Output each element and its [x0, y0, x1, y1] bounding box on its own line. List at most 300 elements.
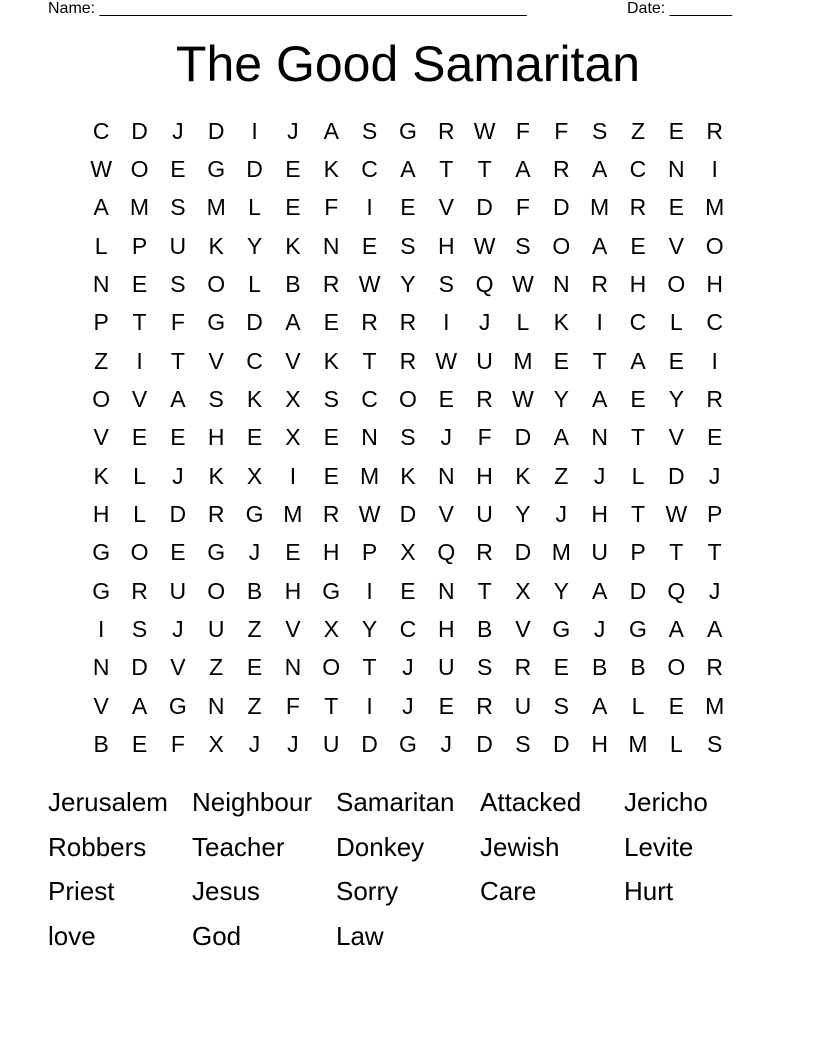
word-list-item: Jesus [192, 876, 260, 907]
grid-letter: V [93, 424, 109, 451]
grid-letter: U [207, 616, 225, 643]
grid-letter: D [629, 577, 647, 604]
grid-letter: A [591, 232, 608, 259]
grid-letter: X [515, 577, 531, 604]
grid-row [82, 572, 734, 610]
letter-grid [82, 112, 734, 764]
grid-letter: F [170, 731, 185, 758]
grid-letter: X [208, 731, 224, 758]
grid-letter: X [285, 424, 301, 451]
grid-letter: G [207, 539, 226, 566]
grid-letter: E [438, 386, 454, 413]
grid-letter: O [207, 577, 226, 604]
grid-letter: O [667, 271, 686, 298]
grid-letter: T [324, 692, 339, 719]
grid-letter: U [169, 577, 187, 604]
word-list-item: Levite [624, 831, 694, 862]
grid-letter: B [591, 654, 608, 681]
grid-letter: E [668, 194, 684, 221]
grid-letter: E [668, 347, 684, 374]
grid-letter: O [92, 386, 111, 413]
grid-letter: M [705, 194, 725, 221]
word-list-item: Attacked [480, 787, 582, 817]
grid-letter: A [553, 424, 569, 451]
grid-letter: W [435, 347, 458, 374]
word-list-item: Law [336, 921, 384, 952]
grid-letter: S [400, 232, 416, 259]
grid-letter: Q [437, 539, 456, 566]
grid-letter: L [94, 232, 108, 259]
word-list-item: Neighbour [192, 787, 312, 817]
grid-letter: I [711, 156, 718, 183]
grid-letter: M [551, 539, 571, 566]
grid-letter: N [591, 424, 608, 451]
grid-letter: D [668, 462, 685, 489]
grid-letter: N [322, 232, 340, 259]
grid-letter: I [443, 309, 450, 336]
date-field-label: Date: _______ [627, 0, 732, 17]
grid-letter: B [285, 271, 301, 298]
grid-letter: C [629, 156, 647, 183]
grid-letter: W [473, 232, 496, 259]
grid-letter: X [323, 616, 339, 643]
grid-row [82, 189, 734, 227]
grid-letter: L [631, 462, 645, 489]
grid-letter: E [131, 424, 148, 451]
grid-letter: H [437, 616, 455, 643]
grid-letter: V [208, 347, 224, 374]
grid-letter: F [477, 424, 492, 451]
grid-letter: U [437, 654, 455, 681]
grid-letter: R [706, 386, 723, 413]
grid-letter: L [133, 462, 146, 489]
grid-letter: C [92, 117, 110, 144]
grid-letter: D [514, 424, 532, 451]
grid-letter: O [130, 156, 149, 183]
grid-letter: R [322, 501, 340, 528]
grid-letter: R [706, 117, 723, 144]
grid-letter: P [707, 501, 723, 528]
word-list-item: Donkey [336, 831, 425, 862]
grid-letter: Y [553, 386, 569, 413]
grid-letter: L [133, 501, 146, 528]
grid-letter: K [323, 347, 339, 374]
grid-letter: A [591, 386, 608, 413]
grid-letter: J [593, 616, 606, 643]
grid-letter: S [323, 386, 339, 413]
grid-letter: D [246, 309, 263, 336]
grid-letter: H [591, 731, 608, 758]
grid-letter: D [399, 501, 417, 528]
grid-letter: M [705, 692, 725, 719]
grid-letter: Y [668, 386, 684, 413]
grid-letter: T [707, 539, 722, 566]
grid-letter: A [591, 692, 608, 719]
grid-letter: N [92, 271, 110, 298]
grid-letter: P [361, 539, 378, 566]
grid-letter: W [358, 271, 381, 298]
grid-letter: G [398, 117, 417, 144]
grid-row [82, 265, 734, 303]
word-list-item: Robbers [48, 831, 147, 862]
grid-letter: I [366, 692, 373, 719]
grid-letter: S [515, 731, 531, 758]
grid-letter: N [552, 271, 570, 298]
grid-letter: A [707, 616, 723, 643]
grid-letter: N [92, 654, 110, 681]
grid-letter: J [172, 616, 184, 643]
grid-letter: P [630, 539, 646, 566]
grid-letter: G [168, 692, 187, 719]
grid-letter: G [207, 156, 226, 183]
grid-letter: J [708, 462, 721, 489]
name-field-label: Name: ________________________________________________ [48, 0, 527, 17]
word-list-item: Teacher [192, 831, 285, 862]
grid-letter: E [323, 309, 339, 336]
grid-letter: M [206, 194, 226, 221]
grid-letter: N [361, 424, 378, 451]
grid-letter: R [552, 156, 570, 183]
grid-letter: H [437, 232, 455, 259]
grid-letter: A [668, 616, 684, 643]
grid-letter: E [131, 731, 148, 758]
grid-letter: J [287, 731, 299, 758]
grid-letter: W [90, 156, 113, 183]
grid-letter: I [711, 347, 718, 374]
grid-letter: V [515, 616, 531, 643]
grid-letter: H [284, 577, 302, 604]
grid-letter: X [400, 539, 416, 566]
grid-letter: R [399, 309, 417, 336]
grid-letter: L [516, 309, 530, 336]
word-list-item: Sorry [336, 876, 399, 907]
grid-letter: Q [667, 577, 686, 604]
grid-letter: E [285, 156, 301, 183]
grid-letter: E [400, 194, 416, 221]
grid-letter: M [359, 462, 380, 489]
grid-letter: C [629, 309, 647, 336]
grid-letter: S [438, 271, 454, 298]
grid-letter: E [553, 654, 569, 681]
grid-letter: V [668, 232, 684, 259]
grid-letter: Y [361, 616, 378, 643]
grid-letter: J [440, 424, 453, 451]
grid-letter: K [246, 386, 263, 413]
grid-letter: E [553, 347, 569, 374]
grid-letter: A [515, 156, 531, 183]
grid-letter: G [207, 309, 226, 336]
grid-letter: V [285, 347, 301, 374]
grid-letter: H [322, 539, 340, 566]
grid-letter: K [208, 462, 224, 489]
grid-letter: P [131, 232, 148, 259]
grid-letter: E [323, 462, 339, 489]
grid-letter: R [629, 194, 647, 221]
grid-letter: L [669, 309, 683, 336]
grid-letter: S [170, 271, 186, 298]
grid-row [82, 380, 734, 418]
word-list-item: Hurt [624, 876, 674, 907]
grid-letter: M [590, 194, 610, 221]
grid-letter: R [476, 386, 493, 413]
grid-row [82, 112, 734, 150]
grid-letter: O [705, 232, 724, 259]
grid-row [82, 304, 734, 342]
grid-letter: G [398, 731, 417, 758]
word-list-item: Samaritan [336, 787, 455, 817]
grid-letter: E [246, 654, 263, 681]
grid-letter: V [438, 194, 454, 221]
grid-letter: E [630, 386, 646, 413]
grid-letter: S [361, 117, 378, 144]
word-list-item: God [192, 921, 242, 952]
grid-letter: F [515, 117, 530, 144]
grid-letter: C [706, 309, 723, 336]
grid-letter: R [361, 309, 378, 336]
grid-row [82, 419, 734, 457]
grid-row [82, 649, 734, 687]
grid-letter: E [361, 232, 378, 259]
grid-letter: D [246, 156, 263, 183]
grid-letter: E [400, 577, 416, 604]
word-list-item: Jewish [480, 831, 560, 862]
grid-letter: L [248, 194, 261, 221]
grid-letter: D [169, 501, 187, 528]
grid-letter: C [399, 616, 417, 643]
grid-letter: E [668, 117, 684, 144]
grid-letter: B [630, 654, 646, 681]
grid-letter: D [476, 731, 493, 758]
grid-letter: T [477, 156, 492, 183]
grid-letter: S [476, 654, 493, 681]
grid-letter: I [251, 117, 258, 144]
word-list-item: Jericho [624, 787, 708, 817]
grid-letter: T [630, 501, 646, 528]
grid-letter: A [170, 386, 186, 413]
grid-letter: B [246, 577, 263, 604]
grid-letter: O [398, 386, 417, 413]
grid-letter: E [170, 156, 186, 183]
grid-letter: W [512, 271, 534, 298]
grid-letter: M [628, 731, 648, 758]
grid-letter: U [476, 347, 493, 374]
grid-row [82, 687, 734, 725]
grid-letter: K [93, 462, 109, 489]
grid-letter: J [172, 462, 184, 489]
grid-letter: U [322, 731, 340, 758]
grid-letter: R [591, 271, 608, 298]
grid-letter: T [170, 347, 185, 374]
grid-letter: D [514, 539, 532, 566]
word-list-item: Jerusalem [48, 787, 168, 817]
grid-letter: I [366, 577, 373, 604]
grid-letter: R [322, 271, 340, 298]
grid-letter: D [207, 117, 225, 144]
grid-row [82, 227, 734, 265]
grid-letter: E [323, 424, 339, 451]
grid-row [82, 534, 734, 572]
grid-letter: J [555, 501, 568, 528]
grid-row [82, 457, 734, 495]
grid-letter: R [437, 117, 455, 144]
grid-letter: G [245, 501, 264, 528]
grid-letter: D [552, 194, 570, 221]
grid-letter: P [93, 309, 109, 336]
page-title: The Good Samaritan [175, 36, 641, 92]
grid-letter: S [553, 692, 569, 719]
grid-letter: E [285, 194, 301, 221]
grid-letter: T [362, 347, 377, 374]
grid-letter: X [246, 462, 263, 489]
grid-letter: V [668, 424, 684, 451]
grid-letter: T [630, 424, 646, 451]
grid-letter: K [208, 232, 224, 259]
grid-letter: D [131, 117, 148, 144]
grid-letter: A [93, 194, 109, 221]
grid-letter: E [285, 539, 301, 566]
grid-letter: S [131, 616, 148, 643]
grid-letter: H [92, 501, 110, 528]
grid-letter: E [668, 692, 684, 719]
grid-letter: S [400, 424, 416, 451]
grid-letter: J [402, 654, 414, 681]
grid-letter: Y [553, 577, 569, 604]
grid-letter: M [129, 194, 150, 221]
grid-letter: H [706, 271, 723, 298]
grid-letter: F [554, 117, 569, 144]
grid-letter: I [289, 462, 297, 489]
grid-row [82, 726, 734, 764]
grid-letter: Z [209, 654, 224, 681]
grid-letter: R [706, 654, 723, 681]
grid-letter: O [552, 232, 571, 259]
grid-letter: K [323, 156, 339, 183]
grid-letter: E [246, 424, 263, 451]
grid-letter: G [92, 577, 111, 604]
grid-letter: A [323, 117, 339, 144]
grid-letter: J [593, 462, 606, 489]
grid-letter: Z [94, 347, 109, 374]
grid-letter: T [477, 577, 492, 604]
word-list-item: Care [480, 876, 537, 907]
grid-letter: H [591, 501, 608, 528]
grid-letter: Z [630, 117, 646, 144]
grid-letter: J [172, 117, 184, 144]
grid-letter: D [552, 731, 570, 758]
grid-letter: S [707, 731, 723, 758]
grid-row [82, 495, 734, 533]
grid-letter: G [629, 616, 647, 643]
grid-letter: L [248, 271, 261, 298]
grid-letter: J [248, 539, 261, 566]
grid-letter: T [132, 309, 147, 336]
grid-letter: A [400, 156, 416, 183]
grid-letter: E [170, 424, 186, 451]
grid-letter: V [131, 386, 148, 413]
grid-letter: R [131, 577, 148, 604]
grid-letter: O [322, 654, 341, 681]
grid-letter: J [440, 731, 453, 758]
grid-letter: Y [246, 232, 263, 259]
grid-letter: Z [247, 692, 262, 719]
grid-letter: C [361, 386, 378, 413]
grid-letter: W [473, 117, 496, 144]
grid-letter: Z [554, 462, 569, 489]
grid-row [82, 342, 734, 380]
word-list-item: love [48, 921, 96, 952]
grid-letter: W [358, 501, 381, 528]
grid-letter: Y [515, 501, 531, 528]
grid-letter: K [400, 462, 416, 489]
grid-letter: N [207, 692, 225, 719]
grid-letter: D [361, 731, 378, 758]
grid-letter: J [287, 117, 299, 144]
grid-letter: I [97, 616, 105, 643]
grid-letter: E [707, 424, 723, 451]
grid-letter: I [136, 347, 143, 374]
grid-letter: F [285, 692, 300, 719]
grid-letter: U [514, 692, 532, 719]
grid-letter: R [476, 539, 493, 566]
grid-letter: M [283, 501, 303, 528]
grid-letter: S [170, 194, 186, 221]
grid-letter: H [629, 271, 647, 298]
grid-letter: W [665, 501, 688, 528]
grid-letter: J [248, 731, 261, 758]
grid-letter: L [669, 731, 683, 758]
grid-letter: N [668, 156, 685, 183]
grid-letter: S [591, 117, 608, 144]
grid-letter: U [169, 232, 187, 259]
grid-letter: R [399, 347, 417, 374]
word-bank [48, 780, 768, 959]
grid-letter: W [512, 386, 534, 413]
grid-letter: D [476, 194, 493, 221]
grid-row [82, 610, 734, 648]
grid-letter: S [208, 386, 224, 413]
grid-letter: D [131, 654, 148, 681]
grid-letter: Q [475, 271, 494, 298]
grid-letter: G [92, 539, 111, 566]
grid-letter: G [552, 616, 571, 643]
grid-letter: V [170, 654, 186, 681]
grid-letter: R [514, 654, 532, 681]
grid-letter: E [630, 232, 646, 259]
grid-letter: E [170, 539, 186, 566]
grid-letter: S [515, 232, 531, 259]
grid-letter: T [362, 654, 377, 681]
grid-letter: A [591, 156, 608, 183]
grid-letter: A [591, 577, 608, 604]
grid-letter: K [553, 309, 569, 336]
grid-letter: V [285, 616, 301, 643]
grid-letter: I [366, 194, 373, 221]
grid-letter: X [285, 386, 301, 413]
grid-letter: O [130, 539, 149, 566]
grid-letter: N [284, 654, 302, 681]
grid-letter: J [478, 309, 491, 336]
grid-letter: F [324, 194, 339, 221]
grid-letter: O [207, 271, 226, 298]
grid-letter: J [402, 692, 414, 719]
grid-letter: Y [400, 271, 416, 298]
grid-letter: A [285, 309, 301, 336]
grid-letter: M [513, 347, 533, 374]
grid-letter: N [437, 462, 455, 489]
grid-letter: R [476, 692, 493, 719]
grid-letter: N [437, 577, 455, 604]
grid-letter: H [207, 424, 225, 451]
